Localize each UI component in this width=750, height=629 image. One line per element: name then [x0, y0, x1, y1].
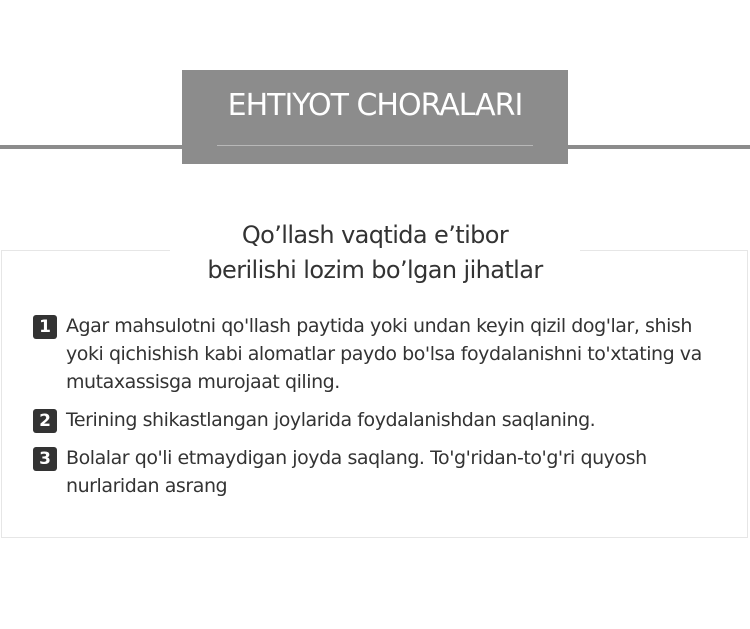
item-number-badge: 3: [33, 447, 57, 471]
list-item: [33, 406, 713, 434]
list-item: [33, 312, 713, 396]
item-number-badge: 1: [33, 315, 57, 339]
item-text: Bolalar qo'li etmaydigan joyda saqlang. To'g'ridan-to'g'ri quyosh nurlaridan asrang: [66, 447, 647, 497]
title-underline: [217, 145, 533, 146]
item-text: Agar mahsulotni qo'llash paytida yoki undan keyin qizil dog'lar, shish yoki qichishish kabi alomatlar paydo bo'lsa foydalanishni to'xtating va mutaxassisga murojaat qiling.: [66, 315, 702, 393]
page-title: EHTIYOT CHORALARI: [227, 88, 523, 123]
title-banner: [182, 70, 568, 164]
item-number-badge: 2: [33, 409, 57, 433]
precautions-list: [33, 312, 713, 510]
subtitle-line-1: Qo’llash vaqtida e’tibor: [241, 221, 509, 249]
section-subtitle: [170, 218, 580, 288]
list-item: [33, 444, 713, 500]
subtitle-line-2: berilishi lozim bo’lgan jihatlar: [207, 256, 543, 284]
item-text: Terining shikastlangan joylarida foydalanishdan saqlaning.: [66, 409, 596, 431]
